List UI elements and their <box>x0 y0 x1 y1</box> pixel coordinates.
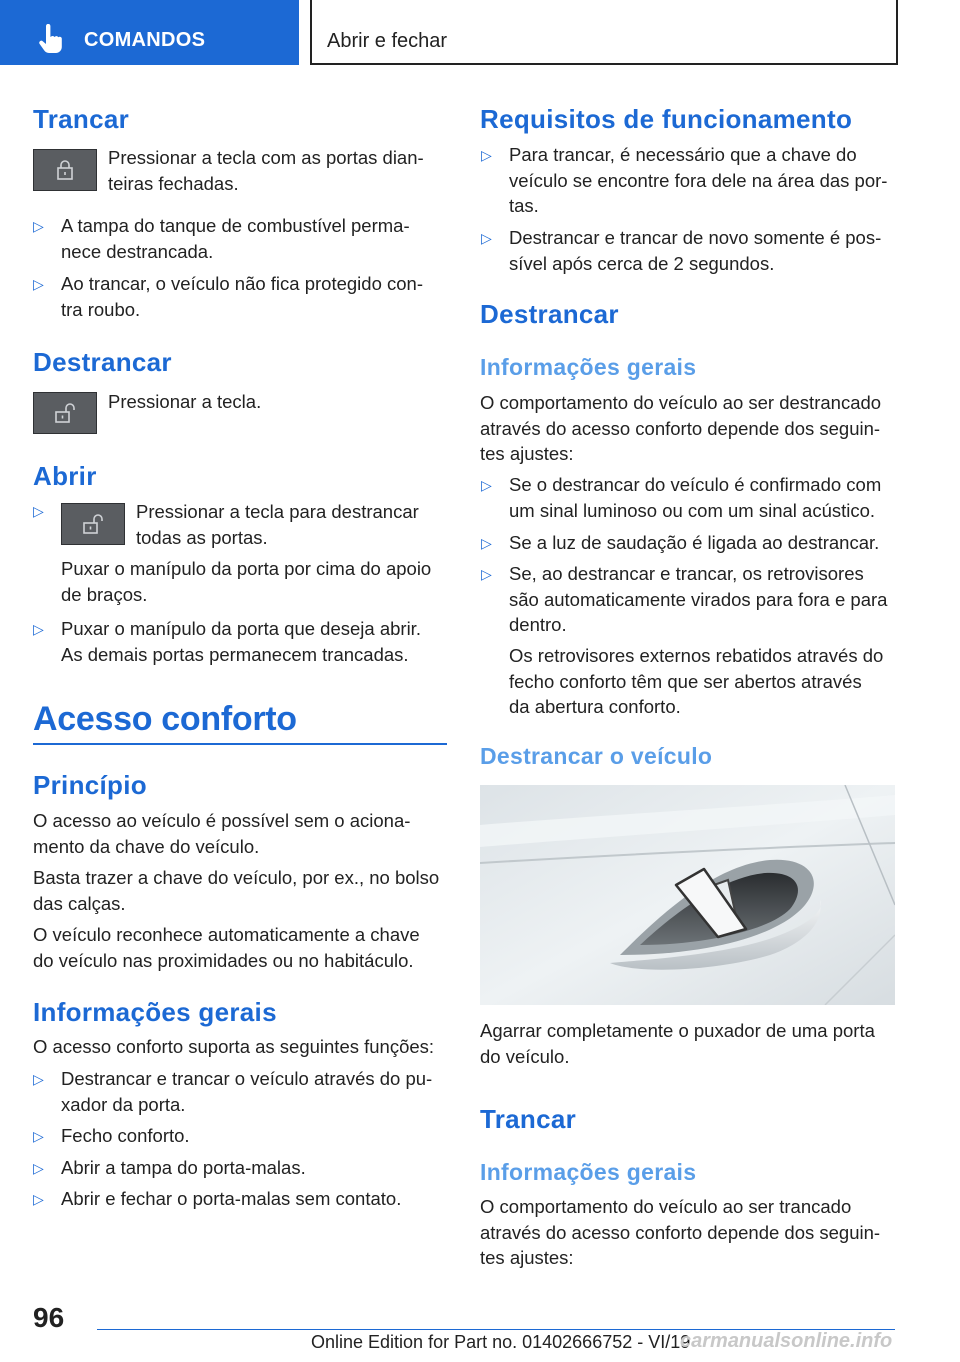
trancar-key-text <box>108 145 424 196</box>
text-line: são automaticamente virados para fora e para <box>509 588 888 610</box>
list-item <box>509 561 887 638</box>
footer-edition: Online Edition for Part no. 01402666752 - VI/19 <box>311 1332 691 1352</box>
paragraph <box>480 1194 880 1271</box>
text-line: da abertura conforto. <box>509 696 681 717</box>
abrir-instruction <box>61 556 431 607</box>
paragraph <box>480 390 881 467</box>
lock-open-icon <box>54 402 78 424</box>
bullet-icon: ▷ <box>33 503 44 519</box>
bullet-icon: ▷ <box>33 621 44 637</box>
list-item: Abrir e fechar o porta-malas sem contato. <box>61 1188 402 1209</box>
text-line: Agarrar completamente o puxador de uma porta <box>480 1020 875 1041</box>
list-item: Fecho conforto. <box>61 1125 190 1146</box>
text-line: Ao trancar, o veículo não fica protegido con- <box>61 273 423 294</box>
text-line: Puxar o manípulo da porta que deseja abrir. <box>61 618 421 639</box>
bullet-icon: ▷ <box>481 477 492 493</box>
text-line: Basta trazer a chave do veículo, por ex., no bolso <box>33 867 440 888</box>
list-item: Se a luz de saudação é ligada ao destrancar. <box>509 532 880 553</box>
bullet-icon: ▷ <box>33 1128 44 1144</box>
destrancar-key-text: Pressionar a tecla. <box>108 391 262 412</box>
bullet-icon: ▷ <box>481 566 492 582</box>
text-line: O comportamento do veículo ao ser trancado <box>480 1196 852 1217</box>
text-line: A tampa do tanque de combustível perma- <box>61 215 410 236</box>
text-line: das calças. <box>33 892 126 914</box>
text-line: Se o destrancar do veículo é confirmado com <box>509 474 882 495</box>
text-line: fecho conforto têm que ser abertos através <box>509 670 862 692</box>
text-line: tas. <box>509 195 539 216</box>
lock-closed-icon <box>54 159 76 181</box>
bullet-icon: ▷ <box>33 1191 44 1207</box>
header-section-tab <box>0 0 299 65</box>
list-item <box>509 142 887 219</box>
text-line: dentro. <box>509 614 567 635</box>
hand-pointer-icon <box>38 24 64 54</box>
text-line: do veículo nas proximidades ou no habitáculo. <box>33 949 414 971</box>
heading-abrir: Abrir <box>33 461 97 491</box>
text-line: de braços. <box>61 583 148 605</box>
text-line: mento da chave do veículo. <box>33 835 260 857</box>
bullet-icon: ▷ <box>481 147 492 163</box>
text-line: do veículo. <box>480 1045 570 1067</box>
heading-destrancar: Destrancar <box>33 347 172 377</box>
bullet-icon: ▷ <box>33 1071 44 1087</box>
page-number: 96 <box>33 1302 65 1333</box>
list-item <box>509 472 881 523</box>
text-line: através do acesso conforto depende dos seguin- <box>480 417 881 439</box>
text-line: através do acesso conforto depende dos seguin- <box>480 1221 881 1243</box>
bullet-icon: ▷ <box>481 230 492 246</box>
heading-requisitos: Requisitos de funcionamento <box>480 104 853 134</box>
heading-destrancar: Destrancar <box>480 299 619 329</box>
bullet-icon: ▷ <box>33 276 44 292</box>
text-line: Puxar o manípulo da porta por cima do apoio <box>61 558 432 579</box>
text-line: Os retrovisores externos rebatidos através do <box>509 645 884 666</box>
text-line: As demais portas permanecem trancadas. <box>61 643 409 665</box>
photo-caption <box>480 1018 875 1069</box>
lock-key-button <box>33 149 97 191</box>
text-line: O comportamento do veículo ao ser destrancado <box>480 392 882 413</box>
lock-open-icon <box>82 513 106 535</box>
list-item <box>61 1066 432 1117</box>
bullet-icon: ▷ <box>33 1160 44 1176</box>
door-handle-photo <box>480 785 895 1005</box>
list-item: Abrir a tampa do porta-malas. <box>61 1157 306 1178</box>
section-rule <box>33 743 447 745</box>
text-line: Destrancar e trancar de novo somente é pos- <box>509 227 882 248</box>
bullet-icon: ▷ <box>481 535 492 551</box>
unlock-key-button <box>33 392 97 434</box>
text-line: Pressionar a tecla com as portas dian- <box>108 147 424 168</box>
text-line: tra roubo. <box>61 298 141 320</box>
unlock-key-button <box>61 503 125 545</box>
heading-principio: Princípio <box>33 770 147 800</box>
text-line: O acesso ao veículo é possível sem o aciona- <box>33 810 411 831</box>
text-line: O veículo reconhece automaticamente a chave <box>33 924 420 945</box>
list-item <box>61 213 410 264</box>
text-line: um sinal luminoso ou com um sinal acústico. <box>509 499 876 521</box>
text-line: Destrancar e trancar o veículo através do pu- <box>61 1068 433 1089</box>
heading-informacoes-gerais: Informações gerais <box>480 1159 697 1185</box>
text-line: Se, ao destrancar e trancar, os retrovisores <box>509 563 864 584</box>
heading-destrancar-veiculo: Destrancar o veículo <box>480 743 713 769</box>
text-line: tes ajustes: <box>480 443 574 464</box>
watermark: carmanualsonline.info <box>680 1330 893 1352</box>
heading-trancar: Trancar <box>33 104 130 134</box>
text-line: sível após cerca de 2 segundos. <box>509 252 775 274</box>
header-section-title: COMANDOS <box>84 29 206 51</box>
text-line: teiras fechadas. <box>108 172 239 194</box>
text-line: Pressionar a tecla para destrancar <box>136 501 419 522</box>
paragraph: O acesso conforto suporta as seguintes funções: <box>33 1036 435 1057</box>
heading-informacoes-gerais: Informações gerais <box>480 354 697 380</box>
header-chapter-title: Abrir e fechar <box>327 30 448 52</box>
paragraph <box>33 865 439 916</box>
text-line: todas as portas. <box>136 526 268 548</box>
list-item <box>61 616 421 667</box>
header-chapter-box <box>310 0 898 65</box>
heading-informacoes-gerais: Informações gerais <box>33 997 277 1027</box>
text-line: veículo se encontre fora dele na área das por- <box>509 169 888 191</box>
paragraph <box>33 922 420 973</box>
text-line: tes ajustes: <box>480 1247 574 1268</box>
list-item <box>509 225 881 276</box>
text-line: xador da porta. <box>61 1093 186 1115</box>
heading-trancar: Trancar <box>480 1104 577 1134</box>
text-line: Para trancar, é necessário que a chave do <box>509 144 857 165</box>
text-line: nece destrancada. <box>61 240 214 262</box>
heading-acesso-conforto: Acesso conforto <box>33 700 297 738</box>
bullet-icon: ▷ <box>33 218 44 234</box>
list-item <box>61 271 423 322</box>
abrir-key-text <box>136 499 419 550</box>
paragraph <box>33 808 410 859</box>
list-item-note <box>509 643 883 720</box>
